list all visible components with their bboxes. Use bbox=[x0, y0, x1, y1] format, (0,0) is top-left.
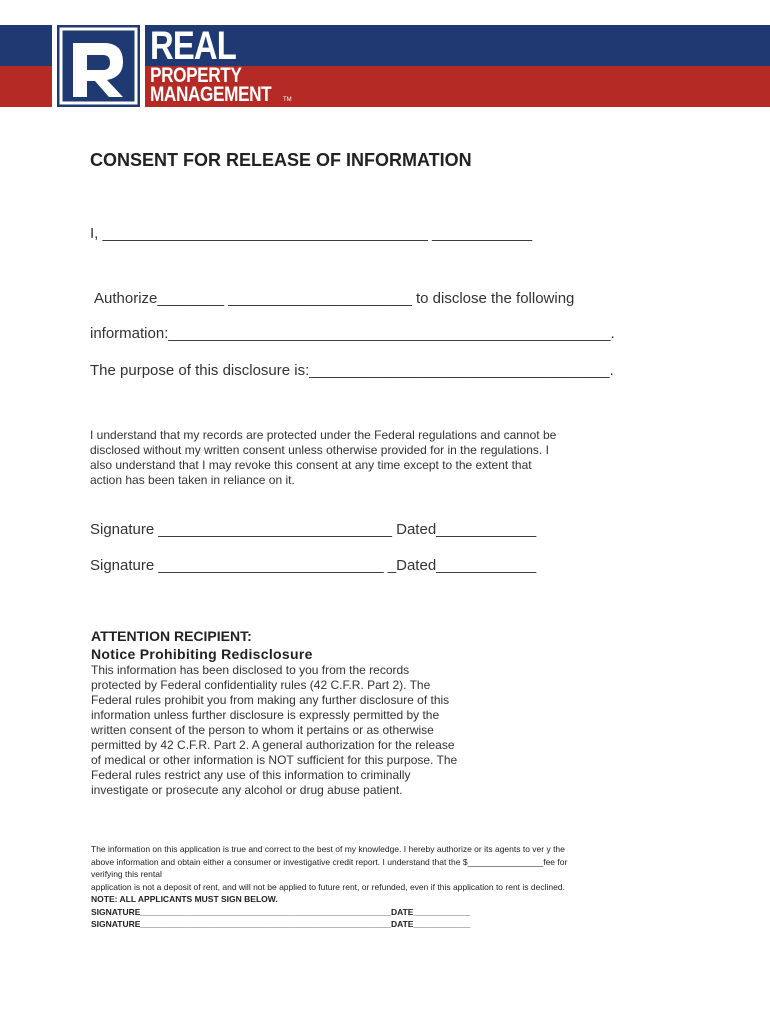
understand-paragraph bbox=[90, 428, 590, 488]
footer-line: verifying this rental bbox=[91, 869, 162, 879]
brand-wordmark-property: PROPERTY bbox=[150, 64, 242, 87]
information-line: information:_____________________________________________________. bbox=[90, 325, 615, 342]
notice-line: This information has been disclosed to you from the records bbox=[91, 663, 410, 677]
notice-line: Federal rules restrict any use of this information to criminally bbox=[91, 768, 411, 782]
notice-line: Federal rules prohibit you from making any further disclosure of this bbox=[91, 693, 450, 707]
notice-line: written consent of the person to whom it pertains or as otherwise bbox=[91, 723, 434, 737]
attention-heading: ATTENTION RECIPIENT: bbox=[91, 628, 252, 644]
footer-line: The information on this application is true and correct to the best of my knowledge. I hereby authorize or its agents to ver y the bbox=[91, 844, 565, 854]
footer-line: application is not a deposit of rent, and will not be applied to future rent, or refunded, even if this application to rent is declined. bbox=[91, 881, 565, 892]
notice-line: of medical or other information is NOT sufficient for this purpose. The bbox=[91, 753, 458, 767]
paragraph-line: disclosed without my written consent unless otherwise provided for in the regulations. I bbox=[90, 443, 549, 457]
brand-wordmark-management: MANAGEMENT bbox=[150, 83, 272, 106]
authorize-line: Authorize________ ______________________ to disclose the following bbox=[94, 290, 575, 307]
footer-signature-2: SIGNATURE_____________________________________________________DATE____________ bbox=[91, 919, 471, 929]
name-line: I, _______________________________________ ____________ bbox=[90, 225, 533, 242]
logo-r-icon bbox=[57, 25, 140, 107]
purpose-line: The purpose of this disclosure is:____________________________________. bbox=[90, 362, 614, 379]
redisclosure-notice bbox=[91, 663, 457, 798]
signature-line-1: Signature ____________________________ Dated____________ bbox=[90, 521, 537, 538]
footer-signature-1: SIGNATURE_____________________________________________________DATE____________ bbox=[91, 906, 471, 917]
notice-line: permitted by 42 C.F.R. Part 2. A general authorization for the release bbox=[91, 738, 455, 752]
trademark-mark: TM bbox=[283, 97, 292, 103]
attention-subheading: Notice Prohibiting Redisclosure bbox=[91, 646, 313, 662]
application-footer bbox=[91, 843, 567, 931]
notice-line: investigate or prosecute any alcohol or drug abuse patient. bbox=[91, 783, 403, 797]
notice-line: information unless further disclosure is expressly permitted by the bbox=[91, 708, 440, 722]
paragraph-line: I understand that my records are protected under the Federal regulations and cannot be bbox=[90, 428, 557, 442]
paragraph-line: action has been taken in reliance on it. bbox=[90, 473, 295, 487]
footer-note: NOTE: ALL APPLICANTS MUST SIGN BELOW. bbox=[91, 894, 278, 904]
brand-header bbox=[0, 25, 770, 107]
logo-divider-right bbox=[140, 25, 145, 107]
page-title: CONSENT FOR RELEASE OF INFORMATION bbox=[90, 150, 472, 170]
notice-line: protected by Federal confidentiality rules (42 C.F.R. Part 2). The bbox=[91, 678, 431, 692]
signature-line-2: Signature ___________________________ _Dated____________ bbox=[90, 557, 537, 574]
footer-line: above information and obtain either a consumer or investigative credit report. I understand that the $________________fee for bbox=[91, 856, 568, 867]
paragraph-line: also understand that I may revoke this consent at any time except to the extent that bbox=[90, 458, 532, 472]
brand-wordmark-real: REAL bbox=[150, 24, 237, 68]
